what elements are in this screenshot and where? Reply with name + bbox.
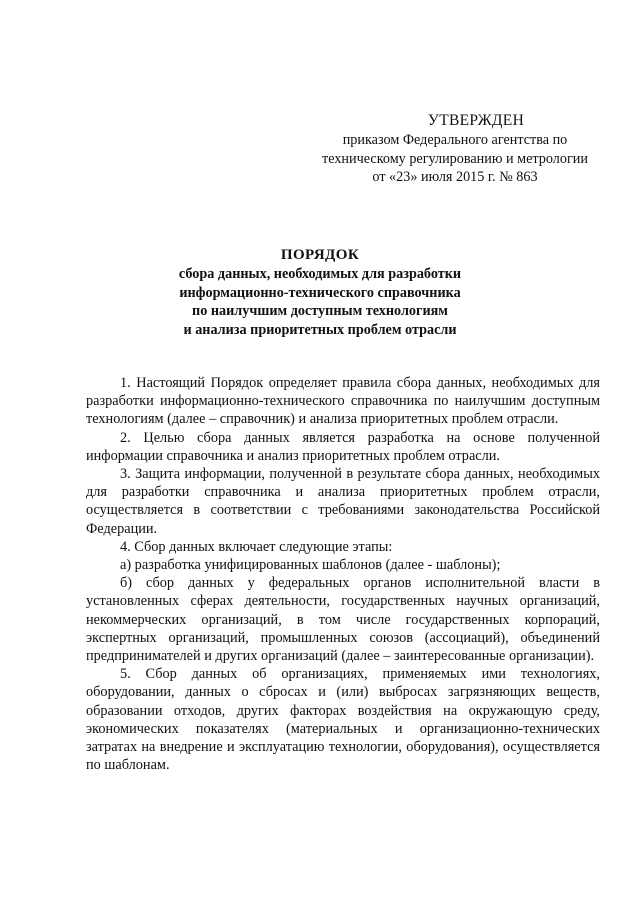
paragraph: 5. Сбор данных об организациях, применяемых ими технологиях, оборудовании, данных о сбросах и (или) выбросах загрязняющих веществ, образовании отходов, других факторах воздействия на окружающую среду, экономических показателях (материальных и организационно-технических затратах на внедрение и эксплуатацию технологии, оборудования), осуществляется по шаблонам. xyxy=(86,666,600,774)
paragraph: 4. Сбор данных включает следующие этапы: xyxy=(120,538,393,555)
title-line: по наилучшим доступным технологиям xyxy=(192,303,448,320)
title-main: ПОРЯДОК xyxy=(280,247,360,263)
paragraph: а) разработка унифицированных шаблонов (далее - шаблоны); xyxy=(120,557,501,574)
approval-line: техническому регулированию и метрологии xyxy=(322,150,588,167)
approval-line: приказом Федерального агентства по xyxy=(342,132,568,148)
document-body xyxy=(86,374,600,774)
document-title xyxy=(120,245,520,339)
paragraph: 2. Целью сбора данных является разработка на основе полученной информации справочника и анализ приоритетных проблем отрасли. xyxy=(86,429,600,464)
paragraph: б) сбор данных у федеральных органов исполнительной власти в установленных сферах деятельности, государственных научных организаций, некоммерческих организаций, в том числе государственных корпораций, экспертных организаций, промышленных союзов (ассоциаций), объединений предпринимателей и других организаций (далее – заинтересованные организации). xyxy=(86,575,600,665)
approval-date: от «23» июля 2015 г. № 863 xyxy=(372,169,538,185)
paragraph: 3. Защита информации, полученной в результате сбора данных, необходимых для разработки справочника и анализа приоритетных проблем отрасли, осуществляется в соответствии с требованиями законодательства Российской Федерации. xyxy=(86,466,600,537)
approval-block xyxy=(300,110,610,187)
title-line: сбора данных, необходимых для разработки xyxy=(178,266,462,282)
paragraph: 1. Настоящий Порядок определяет правила сбора данных, необходимых для разработки информационно-технического справочника по наилучшим доступным технологиям (далее – справочник) и анализа приоритетных проблем отрасли. xyxy=(86,375,600,428)
approval-heading: УТВЕРЖДЕН xyxy=(427,112,525,129)
title-line: и анализа приоритетных проблем отрасли xyxy=(183,321,457,338)
title-line: информационно-технического справочника xyxy=(179,284,461,301)
